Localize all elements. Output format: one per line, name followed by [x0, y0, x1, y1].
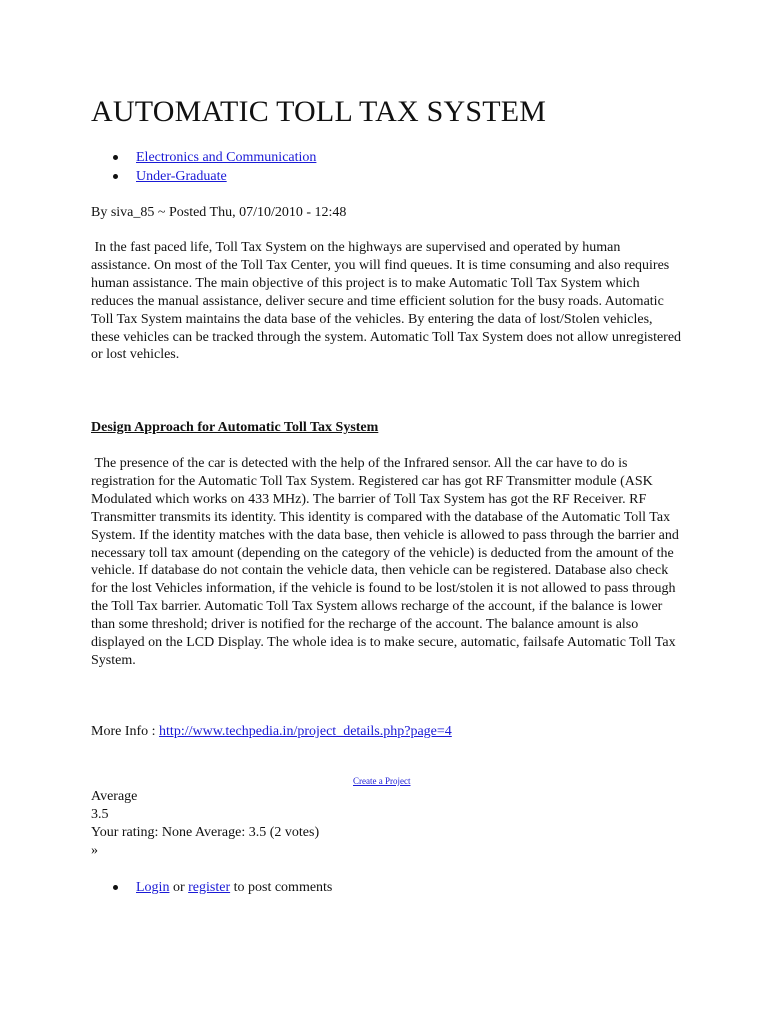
byline: By siva_85 ~ Posted Thu, 07/10/2010 - 12:48 — [91, 205, 347, 220]
more-info — [91, 722, 452, 741]
category-link-electronics[interactable]: Electronics and Communication — [136, 150, 317, 165]
page-title: AUTOMATIC TOLL TAX SYSTEM — [91, 95, 547, 128]
rating-block — [91, 788, 319, 860]
or-text: or — [172, 880, 185, 895]
more-info-label: More Info : — [91, 724, 156, 739]
create-project-link[interactable]: Create a Project — [353, 776, 411, 786]
intro-paragraph — [91, 239, 683, 364]
post-comments-text: to post comments — [233, 880, 333, 895]
section-heading: Design Approach for Automatic Toll Tax System — [91, 420, 379, 435]
rating-summary: Your rating: None Average: 3.5 (2 votes) — [91, 825, 320, 840]
list-item — [91, 878, 332, 897]
more-info-link[interactable]: http://www.techpedia.in/project_details.php?page=4 — [159, 724, 452, 739]
register-link[interactable]: register — [188, 880, 231, 895]
comment-links — [91, 878, 332, 897]
body-text: The presence of the car is detected with the help of the Infrared sensor. All the car have to do is registration for the Automatic Toll Tax System. Registered car has got RF Transmitter module (ASK Modulated which works on 433 MHz). The barrier of Toll Tax System has got the RF Receiver. RF Transmitter transmits its identity. This identity is compared with the database of the Automatic Toll Tax System. If the identity matches with the data base, then vehicle is allowed to pass through the barrier and necessary toll tax amount (depending on the category of the vehicle) is deducted from the amount of the vehicle. If database do not contain the vehicle data, then vehicle can be registered. Database also check for the lost Vehicles information, if the vehicle is found to be lost/stolen it is not allowed to pass through the Toll Tax barrier. Automatic Toll Tax System allows recharge of the account, if the balance is lower than some threshold; driver is notified for the recharge of the account. The balance amount is also displayed on the LCD Display. The whole idea is to make secure, automatic, failsafe Automatic Toll Tax System. — [91, 456, 679, 668]
rating-label: Average — [91, 789, 138, 804]
intro-text: In the fast paced life, Toll Tax System on the highways are supervised and operated by human assistance. On most of the Toll Tax Center, you will find queues. It is time consuming and also requires human assistance. The main objective of this project is to make Automatic Toll Tax System which reduces the manual assistance, deliver secure and time efficient solution for the busy roads. Automatic Toll Tax System maintains the data base of the vehicles. By entering the data of lost/Stolen vehicles, these vehicles can be tracked through the system. Automatic Toll Tax System does not allow unregistered or lost vehicles. — [91, 240, 682, 363]
body-paragraph — [91, 455, 683, 670]
login-link[interactable]: Login — [136, 880, 170, 895]
list-item — [91, 148, 316, 167]
rating-more: » — [91, 843, 98, 858]
category-link-undergraduate[interactable]: Under-Graduate — [136, 169, 227, 184]
category-list — [91, 148, 316, 186]
list-item — [91, 167, 316, 186]
rating-value: 3.5 — [91, 807, 109, 822]
